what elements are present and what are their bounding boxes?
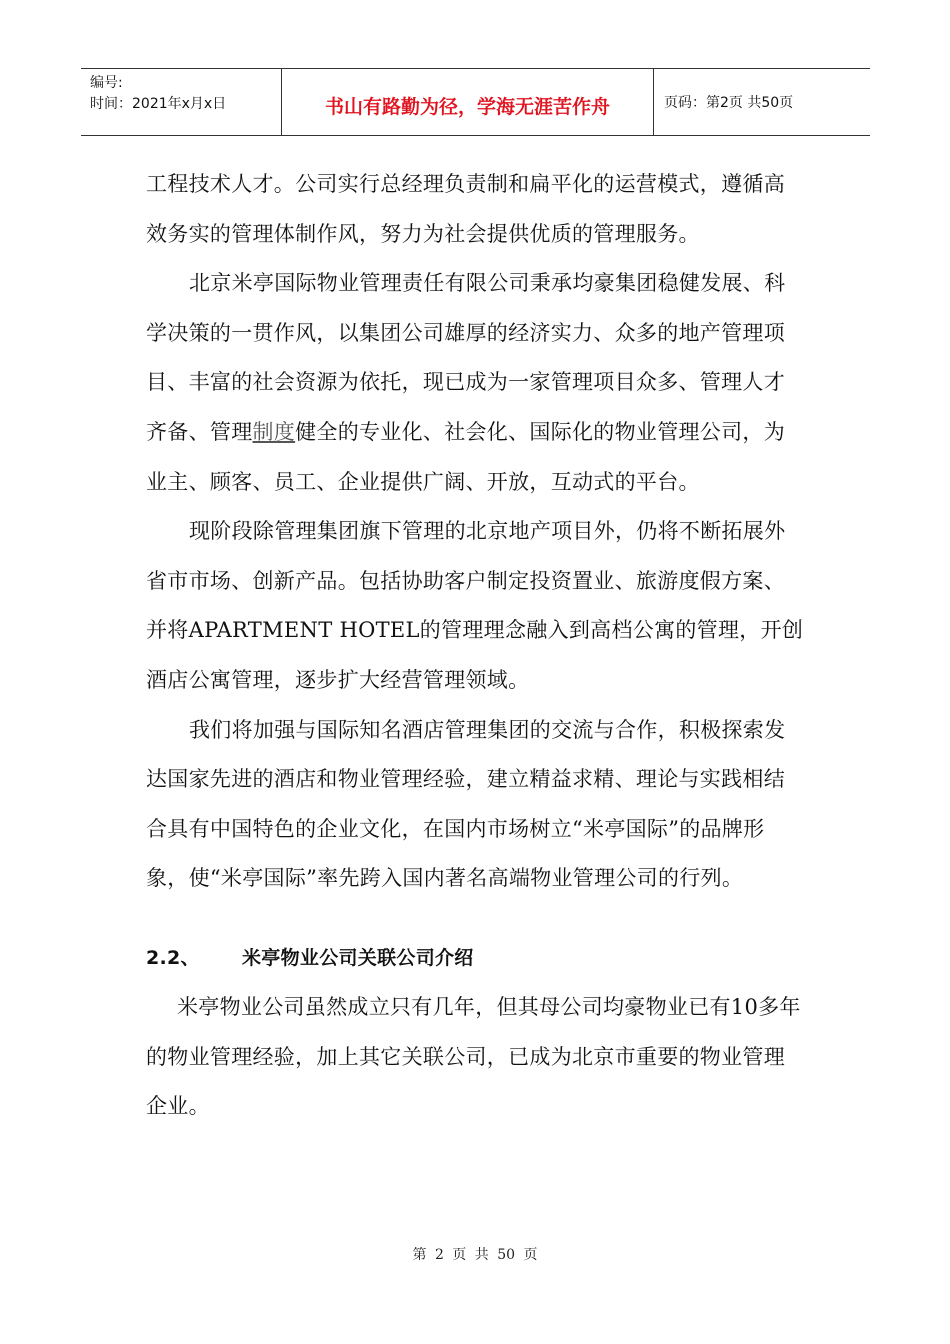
section-number: 2.2、 — [146, 946, 200, 969]
paragraph-company-intro — [146, 259, 806, 507]
paragraph-current-stage: 现阶段除管理集团旗下管理的北京地产项目外，仍将不断拓展外省市市场、创新产品。包括协助客户制定投资置业、旅游度假方案、并将APARTMENT HOTEL的管理理念融入到高档公寓的管理，开创酒店公寓管理，逐步扩大经营管理领域。 — [146, 519, 804, 692]
section-title: 米亭物业公司关联公司介绍 — [242, 946, 474, 969]
paragraph-text: 北京米亭国际物业管理责任有限公司秉承均豪集团稳健发展、科学决策的一贯作风，以集团公司雄厚的经济实力、众多的地产管理项目、丰富的社会资源为依托，现已成为一家管理项目众多、管理人才齐备、管理 — [146, 271, 786, 444]
document-date-label: 时间：2021年x月x日 — [90, 96, 227, 112]
document-number-label: 编号: — [90, 75, 123, 91]
document-body — [146, 160, 806, 1132]
paragraph-text: 健全的专业化、社会化、国际化的物业管理公司，为业主、顾客、员工、企业提供广阔、开放，互动式的平台。 — [146, 419, 786, 494]
page-footer: 第 2 页 共 50 页 — [412, 1247, 538, 1263]
system-link[interactable]: 制度 — [252, 419, 296, 444]
page-header — [81, 68, 870, 136]
paragraph-continuation: 工程技术人才。公司实行总经理负责制和扁平化的运营模式，遵循高效务实的管理体制作风，努力为社会提供优质的管理服务。 — [146, 172, 785, 246]
section-heading — [146, 933, 806, 983]
section-spacer — [146, 904, 806, 933]
paragraph-cooperation: 我们将加强与国际知名酒店管理集团的交流与合作，积极探索发达国家先进的酒店和物业管理经验，建立精益求精、理论与实践相结合具有中国特色的企业文化，在国内市场树立“米亭国际”的品牌形象，使“米亭国际”率先跨入国内著名高端物业管理公司的行列。 — [146, 717, 786, 891]
header-meta-cell — [81, 69, 282, 135]
header-motto: 书山有路勤为径，学海无涯苦作舟 — [282, 69, 654, 135]
header-page-indicator: 页码：第2页 共50页 — [664, 95, 794, 111]
paragraph-affiliates: 米亭物业公司虽然成立只有几年，但其母公司均豪物业已有10多年的物业管理经验，加上其它关联公司，已成为北京市重要的物业管理企业。 — [146, 994, 801, 1119]
